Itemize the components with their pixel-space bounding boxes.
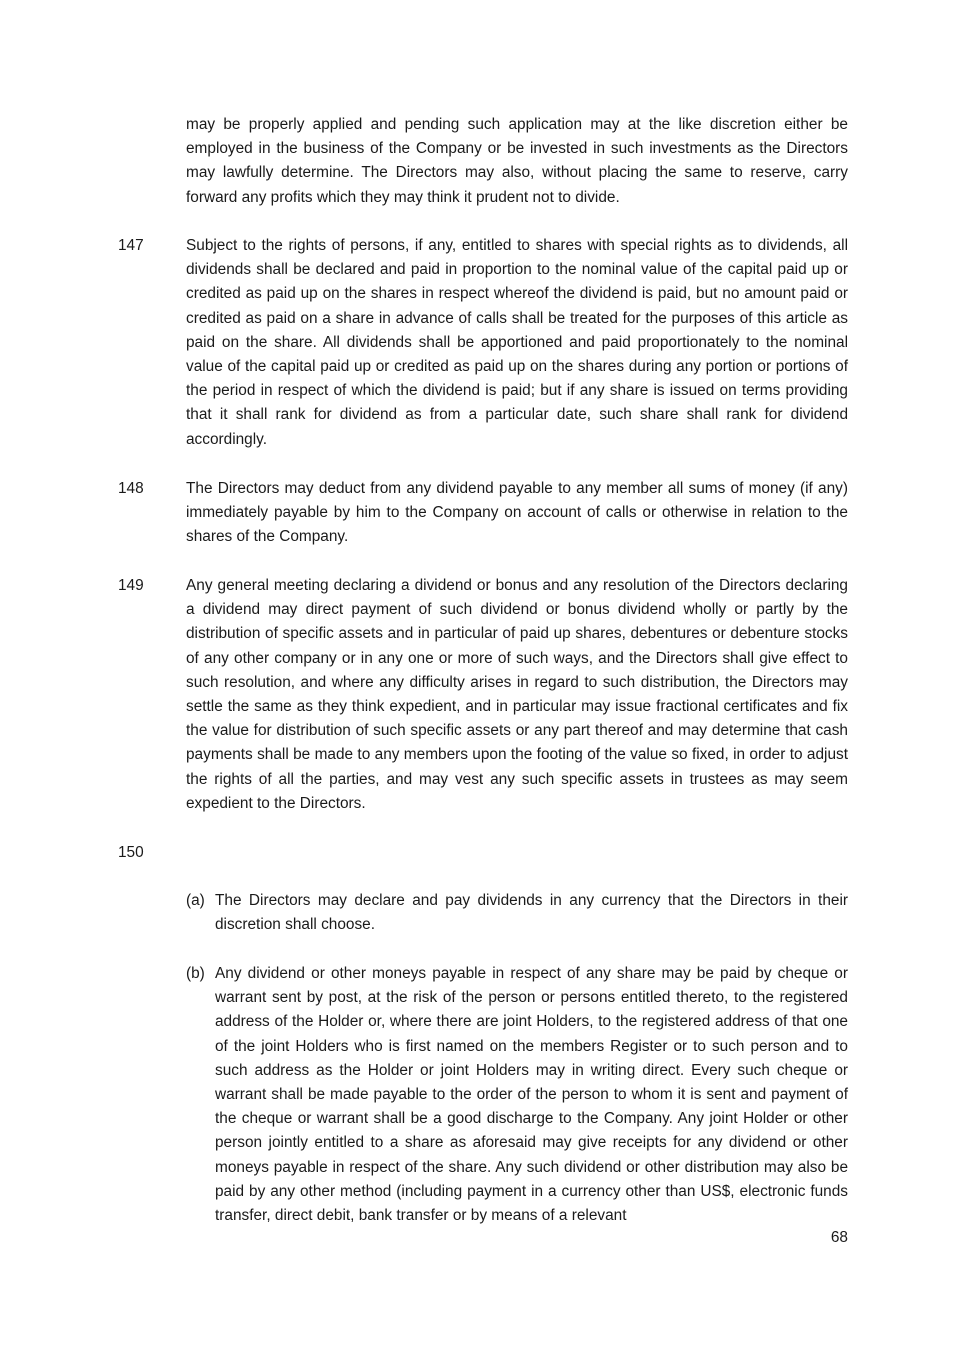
article-number-150: 150	[118, 844, 144, 861]
article-147-text: Subject to the rights of persons, if any, entitled to shares with special rights as to dividends, all dividends shall be declared and paid in proportion to the nominal value of the capital paid up or credited as paid up on the shares in respect whereof the dividend is paid, but no amount paid or credited as paid on a share in advance of calls shall be treated for the purposes of this article as paid on the share. All dividends shall be apportioned and paid proportionately to the nominal value of the capital paid up or credited as paid up on the shares during any portion or portions of the period in respect of which the dividend is paid; but if any share is issued on terms providing that it shall rank for dividend as from a particular date, such share shall rank for dividend accordingly.	[186, 237, 848, 448]
page-number: 68	[830, 1229, 848, 1246]
subclause-a-text: The Directors may declare and pay dividends in any currency that the Directors in their discretion shall choose.	[215, 892, 848, 934]
article-number-149: 149	[118, 577, 144, 594]
article-149-text: Any general meeting declaring a dividend or bonus and any resolution of the Directors declaring a dividend may direct payment of such dividend or bonus dividend wholly or partly by the distribution of specific assets and in particular of paid up shares, debentures or debenture stocks of any other company or in any one or more of such ways, and the Directors shall give effect to such resolution, and where any difficulty arises in regard to such distribution, the Directors may settle the same as they think expedient, and in particular may issue fractional certificates and fix the value for distribution of such specific assets or any part thereof and may determine that cash payments shall be made to any members upon the footing of the value so fixed, in order to adjust the rights of all the parties, and may vest any such specific assets in trustees as may seem expedient to the Directors.	[186, 577, 848, 812]
article-148-text: The Directors may deduct from any dividend payable to any member all sums of money (if any) immediately payable by him to the Company on account of calls or otherwise in relation to the shares of the Company.	[186, 480, 848, 546]
continuation-paragraph: may be properly applied and pending such application may at the like discretion either be employed in the business of the Company or be invested in such investments as the Directors may lawfully determine. The Directors may also, without placing the same to reserve, carry forward any profits which they may think it prudent not to divide.	[186, 116, 848, 206]
subclause-b-text: Any dividend or other moneys payable in respect of any share may be paid by cheque or warrant sent by post, at the risk of the person or persons entitled thereto, to the registered address of the Holder or, where there are joint Holders, to the registered address of that one of the joint Holders who is first named on the members Register or to such person and to such address as the Holder or joint Holders may in writing direct. Every such cheque or warrant shall be made payable to the order of the person to whom it is sent and payment of the cheque or warrant shall be a good discharge to the Company. Any joint Holder or other person jointly entitled to a share as aforesaid may give receipts for any dividend or other moneys payable in respect of the share. Any such dividend or other distribution may also be paid by any other method (including payment in a currency other than US$, electronic funds transfer, direct debit, bank transfer or by means of a relevant	[215, 965, 848, 1225]
article-number-148: 148	[118, 480, 144, 497]
subclause-label-a: (a)	[186, 892, 205, 909]
article-number-147: 147	[118, 237, 144, 254]
subclause-label-b: (b)	[186, 965, 205, 982]
